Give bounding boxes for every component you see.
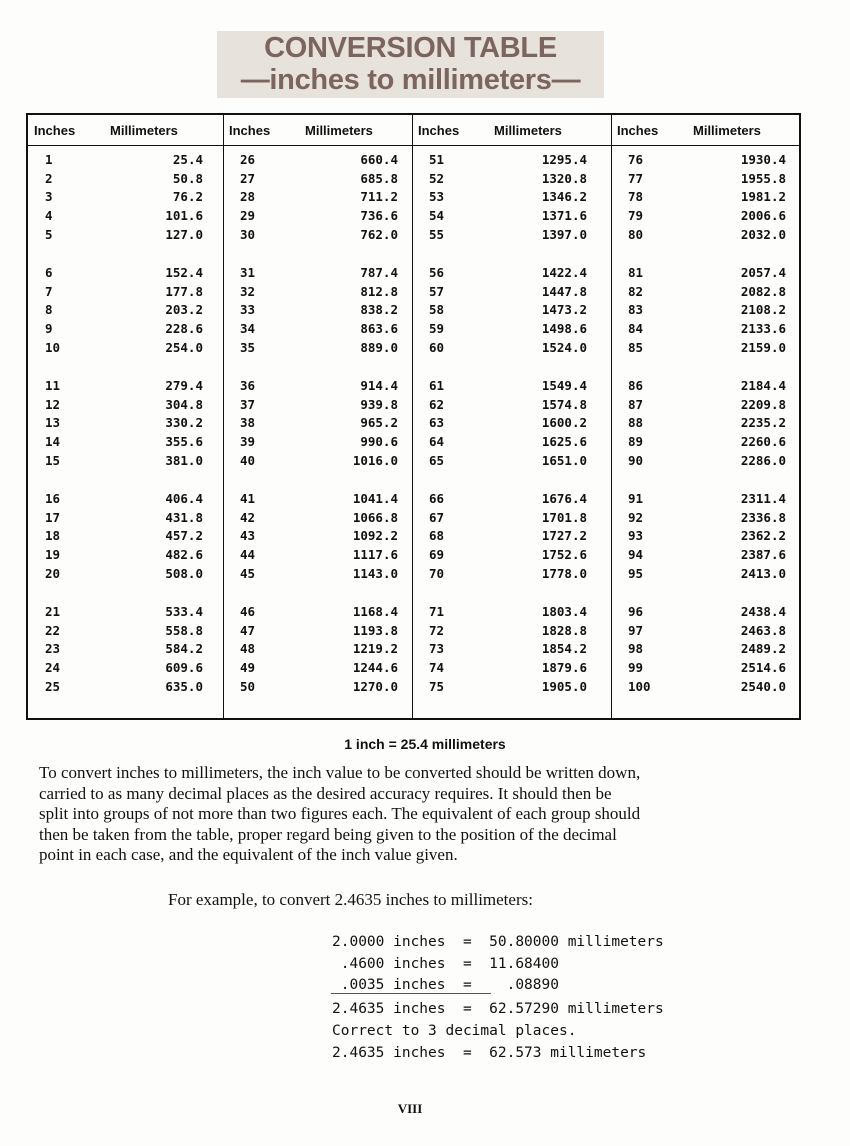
cell-inches: 13 (45, 415, 61, 430)
cell-millimeters: 1066.8 (352, 510, 398, 525)
cell-millimeters: 1574.8 (541, 397, 587, 412)
cell-millimeters: 1600.2 (541, 415, 587, 430)
cell-millimeters: 1701.8 (541, 510, 587, 525)
column-divider (412, 115, 413, 718)
cell-millimeters: 1016.0 (352, 453, 398, 468)
cell-millimeters: 2108.2 (740, 302, 786, 317)
cell-inches: 5 (45, 227, 53, 242)
cell-millimeters: 2260.6 (740, 434, 786, 449)
paragraph-line: carried to as many decimal places as the desired accuracy requires. It should then be (39, 783, 612, 803)
header-inches: Inches (418, 123, 460, 138)
cell-inches: 16 (45, 491, 61, 506)
cell-millimeters: 965.2 (360, 415, 398, 430)
cell-inches: 11 (45, 378, 61, 393)
cell-inches: 24 (45, 660, 61, 675)
cell-inches: 36 (240, 378, 256, 393)
cell-inches: 55 (429, 227, 445, 242)
cell-millimeters: 304.8 (165, 397, 203, 412)
cell-millimeters: 1549.4 (541, 378, 587, 393)
cell-inches: 77 (628, 171, 644, 186)
cell-inches: 53 (429, 189, 445, 204)
cell-millimeters: 355.6 (165, 434, 203, 449)
cell-millimeters: 508.0 (165, 566, 203, 581)
cell-inches: 54 (429, 208, 445, 223)
cell-inches: 94 (628, 547, 644, 562)
cell-inches: 85 (628, 340, 644, 355)
cell-inches: 9 (45, 321, 53, 336)
cell-millimeters: 685.8 (360, 171, 398, 186)
cell-inches: 56 (429, 265, 445, 280)
column-divider (223, 115, 224, 718)
cell-millimeters: 1092.2 (352, 528, 398, 543)
cell-millimeters: 2413.0 (740, 566, 786, 581)
cell-inches: 47 (240, 623, 256, 638)
cell-inches: 37 (240, 397, 256, 412)
cell-millimeters: 609.6 (165, 660, 203, 675)
cell-inches: 4 (45, 208, 53, 223)
cell-millimeters: 1117.6 (352, 547, 398, 562)
cell-millimeters: 1371.6 (541, 208, 587, 223)
cell-millimeters: 177.8 (165, 284, 203, 299)
cell-inches: 8 (45, 302, 53, 317)
cell-millimeters: 76.2 (172, 189, 203, 204)
cell-millimeters: 635.0 (165, 679, 203, 694)
cell-inches: 27 (240, 171, 256, 186)
cell-millimeters: 1473.2 (541, 302, 587, 317)
sum-rule (331, 993, 491, 994)
cell-millimeters: 1270.0 (352, 679, 398, 694)
cell-millimeters: 1752.6 (541, 547, 587, 562)
cell-inches: 58 (429, 302, 445, 317)
page-number: VIII (397, 1101, 423, 1116)
cell-inches: 7 (45, 284, 53, 299)
cell-inches: 78 (628, 189, 644, 204)
cell-inches: 67 (429, 510, 445, 525)
cell-inches: 86 (628, 378, 644, 393)
cell-inches: 81 (628, 265, 644, 280)
cell-millimeters: 406.4 (165, 491, 203, 506)
cell-millimeters: 203.2 (165, 302, 203, 317)
cell-millimeters: 2540.0 (740, 679, 786, 694)
cell-inches: 50 (240, 679, 256, 694)
cell-millimeters: 482.6 (165, 547, 203, 562)
cell-millimeters: 558.8 (165, 623, 203, 638)
cell-inches: 1 (45, 152, 53, 167)
cell-inches: 83 (628, 302, 644, 317)
cell-millimeters: 381.0 (165, 453, 203, 468)
cell-inches: 88 (628, 415, 644, 430)
cell-millimeters: 431.8 (165, 510, 203, 525)
cell-millimeters: 838.2 (360, 302, 398, 317)
conversion-formula: 1 inch = 25.4 millimeters (344, 736, 506, 752)
cell-millimeters: 1981.2 (740, 189, 786, 204)
cell-millimeters: 711.2 (360, 189, 398, 204)
cell-inches: 63 (429, 415, 445, 430)
cell-millimeters: 2438.4 (740, 604, 786, 619)
header-inches: Inches (34, 123, 76, 138)
cell-inches: 93 (628, 528, 644, 543)
cell-inches: 32 (240, 284, 256, 299)
cell-inches: 61 (429, 378, 445, 393)
cell-inches: 49 (240, 660, 256, 675)
cell-inches: 19 (45, 547, 61, 562)
cell-millimeters: 330.2 (165, 415, 203, 430)
cell-millimeters: 812.8 (360, 284, 398, 299)
cell-inches: 84 (628, 321, 644, 336)
header-inches: Inches (617, 123, 659, 138)
page-title: CONVERSION TABLE (264, 32, 557, 64)
cell-inches: 2 (45, 171, 53, 186)
calculation-line: 2.4635 inches = 62.57290 millimeters (332, 1001, 664, 1017)
cell-millimeters: 1803.4 (541, 604, 587, 619)
header-millimeters: Millimeters (494, 123, 562, 138)
cell-millimeters: 1828.8 (541, 623, 587, 638)
column-divider (611, 115, 612, 718)
cell-inches: 3 (45, 189, 53, 204)
cell-millimeters: 2006.6 (740, 208, 786, 223)
cell-millimeters: 2133.6 (740, 321, 786, 336)
cell-inches: 15 (45, 453, 61, 468)
cell-inches: 18 (45, 528, 61, 543)
cell-millimeters: 2387.6 (740, 547, 786, 562)
cell-inches: 91 (628, 491, 644, 506)
cell-millimeters: 127.0 (165, 227, 203, 242)
cell-inches: 31 (240, 265, 256, 280)
cell-millimeters: 1676.4 (541, 491, 587, 506)
cell-inches: 10 (45, 340, 61, 355)
cell-inches: 43 (240, 528, 256, 543)
conversion-table (26, 113, 801, 720)
cell-millimeters: 279.4 (165, 378, 203, 393)
cell-inches: 35 (240, 340, 256, 355)
cell-millimeters: 990.6 (360, 434, 398, 449)
cell-millimeters: 1727.2 (541, 528, 587, 543)
cell-inches: 28 (240, 189, 256, 204)
cell-inches: 69 (429, 547, 445, 562)
cell-inches: 95 (628, 566, 644, 581)
cell-inches: 48 (240, 641, 256, 656)
paragraph-line: split into groups of not more than two figures each. The equivalent of each group should (39, 804, 641, 824)
cell-inches: 41 (240, 491, 256, 506)
cell-millimeters: 2057.4 (740, 265, 786, 280)
cell-millimeters: 1346.2 (541, 189, 587, 204)
cell-millimeters: 2159.0 (740, 340, 786, 355)
cell-inches: 34 (240, 321, 256, 336)
cell-inches: 12 (45, 397, 61, 412)
header-rule (28, 145, 799, 146)
cell-millimeters: 1854.2 (541, 641, 587, 656)
cell-inches: 74 (429, 660, 445, 675)
cell-inches: 14 (45, 434, 61, 449)
header-millimeters: Millimeters (110, 123, 178, 138)
cell-millimeters: 1295.4 (541, 152, 587, 167)
header-millimeters: Millimeters (305, 123, 373, 138)
cell-millimeters: 1143.0 (352, 566, 398, 581)
cell-inches: 71 (429, 604, 445, 619)
cell-inches: 6 (45, 265, 53, 280)
cell-millimeters: 1879.6 (541, 660, 587, 675)
cell-inches: 46 (240, 604, 256, 619)
cell-millimeters: 101.6 (165, 208, 203, 223)
cell-millimeters: 1930.4 (740, 152, 786, 167)
calculation-line: .4600 inches = 11.68400 (332, 956, 559, 972)
cell-inches: 82 (628, 284, 644, 299)
cell-millimeters: 1651.0 (541, 453, 587, 468)
cell-millimeters: 1193.8 (352, 623, 398, 638)
cell-millimeters: 889.0 (360, 340, 398, 355)
cell-inches: 33 (240, 302, 256, 317)
cell-millimeters: 584.2 (165, 641, 203, 656)
cell-millimeters: 1524.0 (541, 340, 587, 355)
cell-millimeters: 787.4 (360, 265, 398, 280)
cell-inches: 59 (429, 321, 445, 336)
cell-inches: 92 (628, 510, 644, 525)
cell-inches: 70 (429, 566, 445, 581)
cell-millimeters: 1397.0 (541, 227, 587, 242)
cell-millimeters: 1041.4 (352, 491, 398, 506)
cell-millimeters: 2362.2 (740, 528, 786, 543)
cell-inches: 96 (628, 604, 644, 619)
cell-millimeters: 1955.8 (740, 171, 786, 186)
cell-millimeters: 2463.8 (740, 623, 786, 638)
cell-inches: 29 (240, 208, 256, 223)
paragraph-line: point in each case, and the equivalent of the inch value given. (39, 845, 458, 865)
cell-millimeters: 2286.0 (740, 453, 786, 468)
calculation-line: 2.0000 inches = 50.80000 millimeters (332, 934, 664, 950)
cell-millimeters: 736.6 (360, 208, 398, 223)
cell-inches: 42 (240, 510, 256, 525)
header-millimeters: Millimeters (693, 123, 761, 138)
cell-inches: 97 (628, 623, 644, 638)
cell-inches: 99 (628, 660, 644, 675)
cell-inches: 60 (429, 340, 445, 355)
cell-millimeters: 914.4 (360, 378, 398, 393)
cell-inches: 87 (628, 397, 644, 412)
page-subtitle: —inches to millimeters— (240, 64, 581, 96)
paragraph-line: To convert inches to millimeters, the inch value to be converted should be written down, (39, 763, 641, 782)
cell-millimeters: 1168.4 (352, 604, 398, 619)
cell-inches: 72 (429, 623, 445, 638)
title-banner (217, 31, 604, 98)
cell-inches: 30 (240, 227, 256, 242)
cell-millimeters: 25.4 (172, 152, 203, 167)
cell-millimeters: 152.4 (165, 265, 203, 280)
cell-inches: 45 (240, 566, 256, 581)
cell-inches: 66 (429, 491, 445, 506)
cell-millimeters: 1447.8 (541, 284, 587, 299)
cell-inches: 89 (628, 434, 644, 449)
cell-millimeters: 1244.6 (352, 660, 398, 675)
cell-inches: 39 (240, 434, 256, 449)
cell-inches: 75 (429, 679, 445, 694)
cell-inches: 20 (45, 566, 61, 581)
cell-inches: 26 (240, 152, 256, 167)
cell-millimeters: 2514.6 (740, 660, 786, 675)
header-inches: Inches (229, 123, 271, 138)
example-intro: For example, to convert 2.4635 inches to millimeters: (168, 890, 533, 909)
cell-millimeters: 2082.8 (740, 284, 786, 299)
cell-inches: 64 (429, 434, 445, 449)
cell-millimeters: 2311.4 (740, 491, 786, 506)
cell-millimeters: 1422.4 (541, 265, 587, 280)
calculation-line: 2.4635 inches = 62.573 millimeters (332, 1045, 647, 1061)
cell-millimeters: 1905.0 (541, 679, 587, 694)
cell-millimeters: 939.8 (360, 397, 398, 412)
cell-inches: 22 (45, 623, 61, 638)
cell-millimeters: 863.6 (360, 321, 398, 336)
cell-millimeters: 254.0 (165, 340, 203, 355)
cell-inches: 98 (628, 641, 644, 656)
cell-inches: 65 (429, 453, 445, 468)
cell-inches: 21 (45, 604, 61, 619)
cell-millimeters: 1320.8 (541, 171, 587, 186)
cell-inches: 76 (628, 152, 644, 167)
calculation-line: .0035 inches = .08890 (332, 977, 559, 993)
calculation-line: Correct to 3 decimal places. (332, 1023, 577, 1039)
cell-millimeters: 1219.2 (352, 641, 398, 656)
cell-inches: 79 (628, 208, 644, 223)
cell-inches: 23 (45, 641, 61, 656)
cell-millimeters: 50.8 (172, 171, 203, 186)
paragraph-line: then be taken from the table, proper regard being given to the position of the decimal (39, 824, 617, 844)
cell-millimeters: 1498.6 (541, 321, 587, 336)
cell-inches: 44 (240, 547, 256, 562)
cell-millimeters: 2209.8 (740, 397, 786, 412)
cell-inches: 80 (628, 227, 644, 242)
cell-millimeters: 2336.8 (740, 510, 786, 525)
cell-millimeters: 1778.0 (541, 566, 587, 581)
cell-millimeters: 228.6 (165, 321, 203, 336)
cell-inches: 51 (429, 152, 445, 167)
cell-inches: 40 (240, 453, 256, 468)
cell-inches: 100 (628, 679, 651, 694)
cell-millimeters: 2489.2 (740, 641, 786, 656)
cell-inches: 38 (240, 415, 256, 430)
cell-inches: 17 (45, 510, 61, 525)
cell-inches: 73 (429, 641, 445, 656)
cell-millimeters: 2032.0 (740, 227, 786, 242)
cell-millimeters: 2184.4 (740, 378, 786, 393)
cell-inches: 68 (429, 528, 445, 543)
cell-millimeters: 2235.2 (740, 415, 786, 430)
cell-inches: 57 (429, 284, 445, 299)
cell-inches: 52 (429, 171, 445, 186)
cell-millimeters: 533.4 (165, 604, 203, 619)
cell-inches: 62 (429, 397, 445, 412)
cell-millimeters: 660.4 (360, 152, 398, 167)
cell-millimeters: 762.0 (360, 227, 398, 242)
cell-inches: 25 (45, 679, 61, 694)
cell-inches: 90 (628, 453, 644, 468)
cell-millimeters: 1625.6 (541, 434, 587, 449)
cell-millimeters: 457.2 (165, 528, 203, 543)
